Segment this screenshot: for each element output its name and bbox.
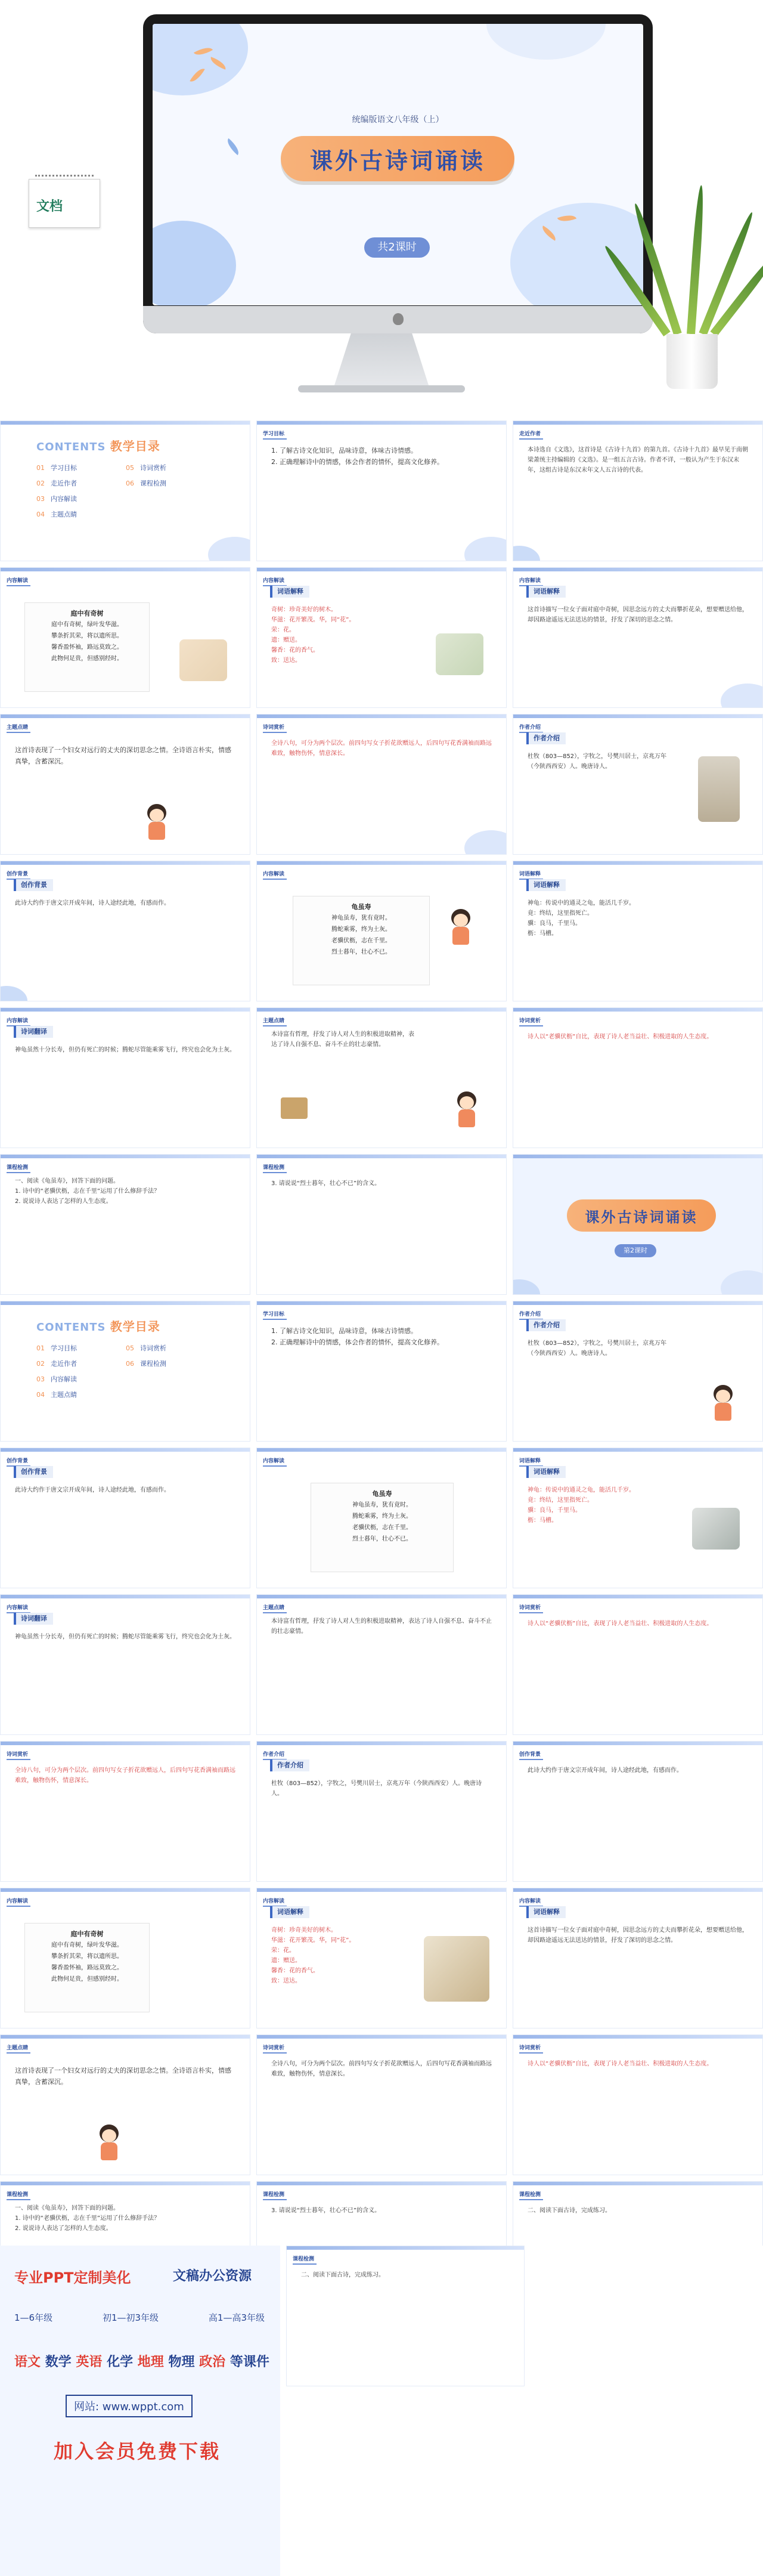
blue-blob [153, 221, 236, 305]
slide-text: 诗人以“老骥伏枥”自比，表现了诗人老当益壮、积极进取的人生态度。 [528, 2061, 713, 2067]
slide-text: 全诗八句，可分为两个层次。前四句写女子折花欲赠远人，后四句写花香满袖而路远难致，触物伤怀，情意深长。 [271, 2061, 492, 2077]
cartoon-girl-icon [96, 2124, 122, 2160]
blue-blob [510, 203, 643, 305]
slide-background[interactable] [0, 861, 250, 1001]
slide-text: 这首诗表现了一个妇女对远行的丈夫的深切思念之情。全诗语言朴实，情感真挚，含蓄深沉。 [15, 2067, 231, 2086]
toc-title-en: CONTENTS [36, 1321, 106, 1334]
cartoon-girl-icon [454, 1091, 480, 1127]
slide-objectives-2[interactable] [256, 1301, 507, 1442]
toc-list [36, 1343, 215, 1399]
monitor-base [298, 385, 465, 392]
corner-decoration [513, 1279, 540, 1295]
slide-tag: 诗词赏析 [519, 2043, 543, 2054]
toc-num: 03 [36, 495, 45, 503]
slide-quiz-6[interactable] [286, 2246, 525, 2386]
slide-text: 一、阅读《龟虽寿》，回答下面的问题。 1. 诗中的“老骥伏枥，志在千里”运用了什么修辞手法？ 2. 说说诗人表达了怎样的人生态度。 [15, 1178, 160, 1205]
slide-poem-4[interactable] [0, 1888, 250, 2028]
slide-tag: 主题点睛 [7, 723, 30, 733]
slide-author-intro[interactable] [513, 714, 763, 855]
monitor-stand [334, 333, 429, 387]
session-badge: 共2课时 [364, 237, 430, 258]
ad-subject: 英语 [76, 2355, 103, 2370]
toc-item[interactable] [36, 1343, 126, 1353]
brand-logo: 文档 [36, 199, 63, 214]
poem-illustration [179, 639, 227, 681]
toc-title-cn: 教学目录 [110, 1319, 160, 1334]
slide-text: 这首诗描写一位女子面对庭中奇树，因思念远方的丈夫而攀折花朵，想要赠送给他，却因路途遥远无法送达的情景，抒发了深切的思念之情。 [528, 1927, 748, 1944]
section-header: 创作背景 [14, 1466, 53, 1478]
slide-text: 一、阅读《龟虽寿》，回答下面的问题。 1. 诗中的“老骥伏枥，志在千里”运用了什么修辞手法？ 2. 说说诗人表达了怎样的人生态度。 [15, 2205, 160, 2232]
section-header: 词语解释 [526, 879, 566, 891]
slide-tag: 内容解读 [263, 1456, 287, 1467]
slide-theme-2[interactable] [256, 1007, 507, 1148]
poem-body: 神龟虽寿，犹有竟时。 腾蛇乘雾，终为土灰。 老骥伏枥，志在千里。 烈士暮年，壮心不已。 [352, 1502, 412, 1542]
slide-tag: 内容解读 [519, 576, 543, 586]
toc-item[interactable] [126, 1343, 215, 1353]
toc-num: 02 [36, 1360, 45, 1368]
ad-brand: 文稿办公资源 [173, 2269, 252, 2284]
slide-appreciation[interactable] [256, 714, 507, 855]
slide-translation[interactable] [513, 567, 763, 708]
slide-translation-3[interactable] [0, 1594, 250, 1735]
hero-section [0, 0, 763, 418]
blue-blob [153, 24, 248, 95]
cartoon-girl-icon [448, 909, 474, 945]
slide-tag: 课程检测 [293, 2255, 317, 2265]
slide-toc-2[interactable] [0, 1301, 250, 1442]
slide-text: 神龟：传说中的通灵之龟，能活几千岁。 竟：终结，这里指死亡。 骥：良马，千里马。 枥：马槽。 [528, 900, 635, 937]
apple-logo-icon [393, 313, 404, 325]
landscape-illustration [424, 1936, 489, 2002]
ad-subject: 语文 [14, 2355, 41, 2370]
toc-label: 主题点睛 [51, 1391, 77, 1399]
section-header: 词语解释 [270, 586, 309, 598]
slide-tag: 诗词赏析 [263, 723, 287, 733]
toc-label: 主题点睛 [51, 511, 77, 518]
toc-label: 学习目标 [51, 1344, 77, 1352]
ad-subject: 等课件 [229, 2355, 269, 2370]
slide-background-3[interactable] [513, 1741, 763, 1882]
calendar-rings [35, 175, 94, 181]
ad-subject: 数学 [45, 2355, 72, 2370]
toc-item[interactable] [36, 509, 126, 519]
slide-text: 二、阅读下面古诗，完成练习。 [528, 2207, 611, 2214]
slide-quiz-2[interactable] [256, 1154, 507, 1295]
slide-text: 1. 了解古诗文化知识，品味诗意，体味古诗情感。 2. 正确理解诗中的情感，体会作者的情怀，提高文化修养。 [271, 1327, 443, 1346]
toc-num: 01 [36, 464, 45, 472]
slide-text: 神龟：传说中的通灵之龟，能活几千岁。 竟：终结，这里指死亡。 骥：良马，千里马。 枥：马槽。 [528, 1487, 635, 1524]
slide-author-3[interactable] [513, 1301, 763, 1442]
monitor-screen [153, 24, 643, 305]
slide-theme[interactable] [0, 714, 250, 855]
toc-item[interactable] [36, 478, 126, 488]
scroll-icon [281, 1097, 308, 1119]
poem-title: 龟虽寿 [351, 903, 371, 911]
slide-appreciation-2[interactable] [513, 1007, 763, 1148]
poem-card [24, 1923, 150, 2012]
slide-vocab-4[interactable] [256, 1888, 507, 2028]
poem-body: 神龟虽寿，犹有竟时。 腾蛇乘雾，终为土灰。 老骥伏枥，志在千里。 烈士暮年，壮心不已。 [331, 915, 391, 955]
corner-decoration [464, 537, 507, 561]
slide-tag: 内容解读 [7, 1603, 30, 1613]
corner-decoration [721, 1270, 763, 1295]
blue-blob [486, 24, 606, 60]
slide-poem-2[interactable] [256, 861, 507, 1001]
slide-text: 这首诗描写一位女子面对庭中奇树，因思念远方的丈夫而攀折花朵，想要赠送给他，却因路途遥远无法送达的情景，抒发了深切的思念之情。 [528, 607, 748, 623]
slide-text: 全诗八句，可分为两个层次。前四句写女子折花欲赠远人，后四句写花香满袖而路远难致，触物伤怀，情意深长。 [271, 740, 492, 757]
ad-banner [0, 2246, 763, 2576]
slide-text: 1. 了解古诗文化知识，品味诗意，体味古诗情感。 2. 正确理解诗中的情感，体会作者的情怀，提高文化修养。 [271, 447, 443, 466]
poem-body: 庭中有奇树，绿叶发华滋。 攀条折其荣，将以遗所思。 馨香盈怀袖，路远莫致之。 此物何足贵，但感别经时。 [51, 621, 123, 662]
slide-tag: 课程检测 [519, 2190, 543, 2200]
slide-tag: 词语解释 [519, 870, 543, 880]
slide-text: 全诗八句，可分为两个层次。前四句写女子折花欲赠远人，后四句写花香满袖而路远难致，触物伤怀，情意深长。 [15, 1767, 235, 1784]
slide-text: 诗人以“老骥伏枥”自比，表现了诗人老当益壮、积极进取的人生态度。 [528, 1034, 713, 1040]
ad-subject: 地理 [137, 2355, 164, 2370]
slide-tag: 内容解读 [263, 1897, 287, 1907]
slide-theme-4[interactable] [0, 2034, 250, 2175]
slide-text: 本诗富有哲理，抒发了诗人对人生的积极进取精神，表达了诗人自强不息、奋斗不止的壮志豪情。 [271, 1618, 492, 1635]
slide-tag: 主题点睛 [7, 2043, 30, 2054]
monitor-frame [143, 14, 653, 333]
slide-background-2[interactable] [0, 1448, 250, 1588]
grade-label: 统编版语文八年级（上） [352, 115, 444, 125]
session-badge: 第2课时 [615, 1244, 656, 1257]
slide-tag: 主题点睛 [263, 1603, 287, 1613]
slide-appreciation-6[interactable] [513, 2034, 763, 2175]
toc-label: 诗词赏析 [140, 1344, 166, 1352]
poem-card [311, 1483, 454, 1572]
monitor-chin [143, 306, 653, 333]
toc-num: 02 [36, 480, 45, 487]
toc-label: 学习目标 [51, 464, 77, 472]
toc-num: 06 [126, 1360, 134, 1368]
plant-leaf-icon [687, 185, 705, 334]
slide-quiz[interactable] [0, 1154, 250, 1295]
slide-text: 奇树：珍奇美好的树木。 华滋：花开繁茂。华，同“花”。 荣：花。 遗：赠送。 馨香：花的香气。 致：送达。 [271, 607, 355, 664]
slide-tag: 课程检测 [263, 2190, 287, 2200]
slide-tag: 诗词赏析 [263, 2043, 287, 2054]
slide-text: 奇树：珍奇美好的树木。 华滋：花开繁茂。华，同“花”。 荣：花。 遗：赠送。 馨香：花的香气。 致：送达。 [271, 1927, 355, 1984]
slide-appreciation-3[interactable] [513, 1594, 763, 1735]
toc-label: 课程检测 [140, 1360, 166, 1368]
slide-tag: 内容解读 [263, 576, 287, 586]
toc-list [36, 463, 215, 519]
toc-label: 走近作者 [51, 1360, 77, 1368]
section-header: 作者介绍 [526, 1319, 566, 1331]
desk-calendar [29, 179, 100, 228]
poem-card [293, 896, 430, 985]
blue-leaf-icon [224, 138, 243, 155]
toc-item [126, 1374, 215, 1384]
slide-tag: 内容解读 [7, 1897, 30, 1907]
ad-grade: 高1—高3年级 [208, 2312, 265, 2323]
slide-text: 这首诗表现了一个妇女对远行的丈夫的深切思念之情。全诗语言朴实，情感真挚，含蓄深沉。 [15, 746, 231, 765]
slide-text: 3. 请说说“烈士暮年，壮心不已”的含义。 [271, 1180, 381, 1187]
slide-objectives[interactable] [256, 420, 507, 561]
poem-card [24, 602, 150, 692]
toc-label: 诗词赏析 [140, 464, 166, 472]
ad-headline: 专业PPT定制美化 [14, 2269, 131, 2286]
toc-item[interactable] [36, 1359, 126, 1368]
slide-text: 杜牧（803—852），字牧之，号樊川居士，京兆万年（今陕西西安）人。晚唐诗人。 [271, 1780, 482, 1797]
slide-toc[interactable] [0, 420, 250, 561]
section-header: 作者介绍 [270, 1759, 309, 1771]
slide-tag: 创作背景 [7, 870, 30, 880]
plant-pot [666, 334, 718, 389]
slide-text: 杜牧（803—852），字牧之，号樊川居士，京兆万年（今陕西西安）人。晚唐诗人。 [528, 753, 667, 770]
slide-text: 二、阅读下面古诗，完成练习。 [301, 2272, 384, 2278]
corner-decoration [721, 684, 763, 708]
slide-tag: 作者介绍 [263, 1750, 287, 1760]
toc-num: 01 [36, 1344, 45, 1352]
slide-vocab[interactable] [256, 567, 507, 708]
toc-label: 课程检测 [140, 480, 166, 487]
ad-grade: 1—6年级 [14, 2312, 53, 2323]
toc-item[interactable] [126, 478, 215, 488]
ad-subject: 政治 [199, 2355, 226, 2370]
section-header: 词语解释 [526, 586, 566, 598]
slide-text: 此诗大约作于唐文宗开成年间，诗人途经此地，有感而作。 [528, 1767, 683, 1774]
toc-num: 06 [126, 480, 134, 487]
ad-subject: 物理 [168, 2355, 195, 2370]
toc-num: 04 [36, 511, 45, 518]
slide-poem-3[interactable] [256, 1448, 507, 1588]
slide-author-4[interactable] [256, 1741, 507, 1882]
slide-text: 3. 请说说“烈士暮年，壮心不已”的含义。 [271, 2207, 381, 2214]
slide-translation-4[interactable] [513, 1888, 763, 2028]
slide-theme-3[interactable] [256, 1594, 507, 1735]
section-header: 作者介绍 [526, 732, 566, 744]
toc-label: 内容解读 [51, 1375, 77, 1383]
poem-title: 庭中有奇树 [70, 610, 104, 617]
toc-item[interactable] [126, 463, 215, 472]
slide-tag: 课程检测 [263, 1163, 287, 1173]
section-header: 诗词翻译 [14, 1026, 53, 1038]
poem-title: 庭中有奇树 [70, 1930, 104, 1938]
slide-tag: 诗词赏析 [519, 1016, 543, 1026]
ad-grade: 初1—初3年级 [102, 2312, 159, 2323]
toc-item[interactable] [36, 1374, 126, 1384]
slide-translation-2[interactable] [0, 1007, 250, 1148]
section-header: 诗词翻译 [14, 1613, 53, 1625]
toc-title-cn: 教学目录 [110, 439, 160, 453]
section-header: 创作背景 [14, 879, 53, 891]
toc-title [36, 1317, 160, 1334]
slide-tag: 词语解释 [519, 1456, 543, 1467]
deck-title [281, 136, 514, 181]
slide-tag: 内容解读 [7, 1016, 30, 1026]
corner-decoration [208, 537, 250, 561]
toc-label: 内容解读 [51, 495, 77, 503]
slide-text: 此诗大约作于唐文宗开成年间，诗人途经此地，有感而作。 [15, 900, 170, 907]
session-title: 课外古诗词诵读 [567, 1199, 716, 1232]
slide-text: 诗人以“老骥伏枥”自比，表现了诗人老当益壮、积极进取的人生态度。 [528, 1621, 713, 1627]
ink-painting-illustration [436, 633, 483, 675]
slide-text: 此诗大约作于唐文宗开成年间，诗人途经此地，有感而作。 [15, 1487, 170, 1493]
slide-text: 神龟虽然十分长寿，但仍有死亡的时候；腾蛇尽管能乘雾飞行，终究也会化为土灰。 [15, 1634, 235, 1640]
section-header: 词语解释 [270, 1906, 309, 1918]
toc-title-en: CONTENTS [36, 441, 106, 453]
slide-vocab-2[interactable] [513, 861, 763, 1001]
slide-text: 本诗富有哲理，抒发了诗人对人生的积极进取精神，表达了诗人自强不息、奋斗不止的壮志豪情。 [271, 1031, 414, 1048]
cartoon-girl-icon [144, 804, 170, 840]
slide-appreciation-5[interactable] [256, 2034, 507, 2175]
slide-tag: 作者介绍 [519, 723, 543, 733]
slide-tag: 课程检测 [7, 2190, 30, 2200]
slide-tag: 内容解读 [519, 1897, 543, 1907]
slide-tag: 诗词赏析 [7, 1750, 30, 1760]
toc-num: 05 [126, 1344, 134, 1352]
slide-text: 神龟虽然十分长寿，但仍有死亡的时候；腾蛇尽管能乘雾飞行，终究也会化为土灰。 [15, 1047, 235, 1053]
slide-poem[interactable] [0, 567, 250, 708]
slide-tag: 学习目标 [263, 1310, 287, 1320]
slide-text: 杜牧（803—852），字牧之，号樊川居士，京兆万年（今陕西西安）人。晚唐诗人。 [528, 1340, 667, 1357]
slide-tag: 学习目标 [263, 429, 287, 440]
ad-subject: 化学 [107, 2355, 134, 2370]
toc-num: 05 [126, 464, 134, 472]
pine-illustration [692, 1508, 740, 1550]
toc-num: 04 [36, 1391, 45, 1399]
slide-text: 本诗选自《文选》，这首诗是《古诗十九首》的第九首。《古诗十九首》最早见于南朝梁萧统主持编辑的《文选》。是一组五言古诗。作者不详，一般认为产生于东汉末年，这组古诗是东汉末年文人五言诗的代表。 [528, 447, 748, 474]
author-portrait [698, 756, 740, 822]
toc-item [126, 494, 215, 503]
toc-item[interactable] [36, 494, 126, 503]
slide-tag: 内容解读 [263, 870, 287, 880]
poem-body: 庭中有奇树，绿叶发华滋。 攀条折其荣，将以遗所思。 馨香盈怀袖，路远莫致之。 此物何足贵，但感别经时。 [51, 1942, 123, 1983]
section-header: 词语解释 [526, 1906, 566, 1918]
corner-decoration [513, 546, 540, 561]
ad-subjects [14, 2352, 277, 2370]
slide-tag: 创作背景 [7, 1456, 30, 1467]
slide-session-2-title[interactable] [513, 1154, 763, 1295]
ad-grades [14, 2311, 265, 2324]
slide-tag: 课程检测 [7, 1163, 30, 1173]
ad-member-button[interactable]: 加入会员免费下载 [54, 2440, 221, 2463]
slide-tag: 作者介绍 [519, 1310, 543, 1320]
slide-tag: 诗词赏析 [519, 1603, 543, 1613]
toc-title [36, 437, 160, 454]
ad-right-panel [286, 2246, 763, 2576]
corner-decoration [0, 986, 27, 1001]
slide-author[interactable] [513, 420, 763, 561]
ad-website-link[interactable]: 网站: www.wppt.com [66, 2395, 193, 2417]
poem-title: 龟虽寿 [372, 1490, 392, 1498]
slide-appreciation-4[interactable] [0, 1741, 250, 1882]
slide-tag: 走近作者 [519, 429, 543, 440]
toc-item[interactable] [36, 463, 126, 472]
toc-num: 03 [36, 1375, 45, 1383]
toc-item[interactable] [126, 1359, 215, 1368]
section-header: 词语解释 [526, 1466, 566, 1478]
toc-label: 走近作者 [51, 480, 77, 487]
slide-tag: 创作背景 [519, 1750, 543, 1760]
ad-box [0, 2246, 280, 2576]
slide-tag: 内容解读 [7, 576, 30, 586]
deck-title-text: 课外古诗词诵读 [309, 147, 485, 174]
slide-tag: 主题点睛 [263, 1016, 287, 1026]
slide-vocab-3[interactable] [513, 1448, 763, 1588]
toc-item[interactable] [36, 1390, 126, 1399]
corner-decoration [464, 830, 507, 855]
cartoon-girl-icon [710, 1385, 736, 1421]
